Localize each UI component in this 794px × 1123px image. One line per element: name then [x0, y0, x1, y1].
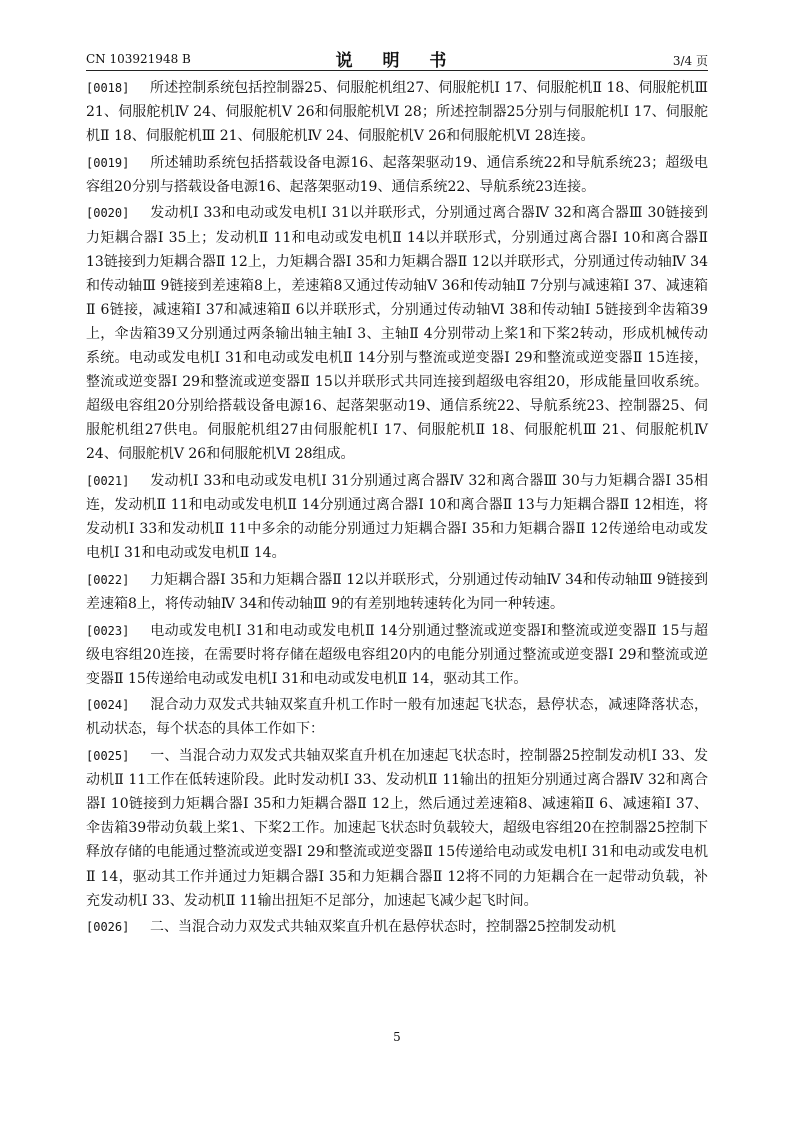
paragraph-0020: [86, 201, 708, 466]
paragraph-0019: [86, 151, 708, 199]
paragraph-0021: [86, 469, 708, 565]
paragraph-number: [0025]: [86, 749, 130, 764]
paragraph-0026: [86, 915, 708, 939]
paragraph-0023: [86, 619, 708, 691]
paragraph-0018: [86, 76, 708, 148]
paragraph-number: [0024]: [86, 698, 130, 713]
paragraph-number: [0019]: [86, 155, 130, 170]
paragraph-text: 力矩耦合器Ⅰ 35和力矩耦合器Ⅱ 12以并联形式，分别通过传动轴Ⅳ 34和传动轴Ⅲ 9链接到差速箱8上，将传动轴Ⅳ 34和传动轴Ⅲ 9的有差别地转速转化为同一种转速。: [86, 571, 708, 612]
paragraph-text: 发动机Ⅰ 33和电动或发电机Ⅰ 31分别通过离合器Ⅳ 32和离合器Ⅲ 30与力矩耦合器Ⅰ 35相连，发动机Ⅱ 11和电动或发电机Ⅱ 14分别通过离合器Ⅰ 10和离合器Ⅱ 13与力矩耦合器Ⅱ 12相连，将发动机Ⅰ 33和发动机Ⅱ 11中多余的动能分别通过力矩耦合器Ⅰ 35和力矩耦合器Ⅱ 12传递给电动或发电机Ⅰ 31和电动或发电机Ⅱ 14。: [86, 473, 708, 562]
paragraph-0025: [86, 744, 708, 913]
paragraph-text: 所述辅助系统包括搭载设备电源16、起落架驱动19、通信系统22和导航系统23；超级电容组20分别与搭载设备电源16、起落架驱动19、通信系统22、导航系统23连接。: [86, 154, 708, 195]
paragraph-text: 所述控制系统包括控制器25、伺服舵机组27、伺服舵机Ⅰ 17、伺服舵机Ⅱ 18、伺服舵机Ⅲ 21、伺服舵机Ⅳ 24、伺服舵机Ⅴ 26和伺服舵机Ⅵ 28；所述控制器25分别与伺服舵机Ⅰ 17、伺服舵机Ⅱ 18、伺服舵机Ⅲ 21、伺服舵机Ⅳ 24、伺服舵机Ⅴ 26和伺服舵机Ⅵ 28连接。: [86, 80, 708, 145]
header-rule: [86, 70, 708, 71]
paragraph-number: [0020]: [86, 206, 130, 221]
document-title: 说 明 书: [335, 51, 459, 71]
paragraph-text: 一、当混合动力双发式共轴双桨直升机在加速起飞状态时，控制器25控制发动机Ⅰ 33、发动机Ⅱ 11工作在低转速阶段。此时发动机Ⅰ 33、发动机Ⅱ 11输出的扭矩分别通过离合器Ⅳ 32和离合器Ⅰ 10链接到力矩耦合器Ⅰ 35和力矩耦合器Ⅱ 12上，然后通过差速箱8、减速箱Ⅱ 6、减速箱Ⅰ 37、伞齿箱39带动负载上桨1、下桨2工作。加速起飞状态时负载较大，超级电容组20在控制器25控制下释放存储的电能通过整流或逆变器Ⅰ 29和整流或逆变器Ⅱ 15传递给电动或发电机Ⅰ 31和电动或发电机Ⅱ 14，驱动其工作并通过力矩耦合器Ⅰ 35和力矩耦合器Ⅱ 12将不同的力矩耦合在一起带动负载，补充发动机Ⅰ 33、发动机Ⅱ 11输出扭矩不足部分，加速起飞减少起飞时间。: [86, 748, 708, 909]
paragraph-text: 发动机Ⅰ 33和电动或发电机Ⅰ 31以并联形式，分别通过离合器Ⅳ 32和离合器Ⅲ 30链接到力矩耦合器Ⅰ 35上；发动机Ⅱ 11和电动或发电机Ⅱ 14以并联形式，分别通过离合器Ⅰ 10和离合器Ⅱ 13链接到力矩耦合器Ⅱ 12上，力矩耦合器Ⅰ 35和力矩耦合器Ⅱ 12以并联形式，分别通过传动轴Ⅳ 34和传动轴Ⅲ 9链接到差速箱8上，差速箱8又通过传动轴Ⅴ 36和传动轴Ⅱ 7分别与减速箱Ⅰ 37、减速箱Ⅱ 6链接，减速箱Ⅰ 37和减速箱Ⅱ 6以并联形式，分别通过传动轴Ⅵ 38和传动轴Ⅰ 5链接到伞齿箱39上，伞齿箱39又分别通过两条输出轴主轴Ⅰ 3、主轴Ⅱ 4分别带动上桨1和下桨2转动，形成机械传动系统。电动或发电机Ⅰ 31和电动或发电机Ⅱ 14分别与整流或逆变器Ⅰ 29和整流或逆变器Ⅱ 15连接，整流或逆变器Ⅰ 29和整流或逆变器Ⅱ 15以并联形式共同连接到超级电容组20，形成能量回收系统。超级电容组20分别给搭载设备电源16、起落架驱动19、通信系统22、导航系统23、控制器25、伺服舵机组27供电。伺服舵机组27由伺服舵机Ⅰ 17、伺服舵机Ⅱ 18、伺服舵机Ⅲ 21、伺服舵机Ⅳ 24、伺服舵机Ⅴ 26和伺服舵机Ⅵ 28组成。: [86, 205, 708, 463]
paragraph-0022: [86, 568, 708, 616]
paragraph-number: [0023]: [86, 623, 130, 638]
paragraph-text: 电动或发电机Ⅰ 31和电动或发电机Ⅱ 14分别通过整流或逆变器Ⅰ和整流或逆变器Ⅱ 15与超级电容组20连接，在需要时将存储在超级电容组20内的电能分别通过整流或逆变器Ⅰ 29和整流或逆变器Ⅱ 15传递给电动或发电机Ⅰ 31和电动或发电机Ⅱ 14，驱动其工作。: [86, 622, 708, 687]
description-body: [86, 76, 708, 942]
paragraph-number: [0026]: [86, 920, 130, 935]
paragraph-text: 混合动力双发式共轴双桨直升机工作时一般有加速起飞状态，悬停状态，减速降落状态，机动状态，每个状态的具体工作如下：: [86, 697, 708, 738]
paragraph-text: 二、当混合动力双发式共轴双桨直升机在悬停状态时，控制器25控制发动机: [150, 919, 616, 936]
page-number: 5: [393, 1030, 401, 1044]
paragraph-0024: [86, 693, 708, 741]
page-header: [86, 46, 708, 70]
paragraph-number: [0021]: [86, 474, 130, 488]
page-indicator: 3/4 页: [672, 54, 708, 68]
paragraph-number: [0022]: [86, 572, 130, 587]
paragraph-number: [0018]: [86, 81, 130, 95]
patent-number: CN 103921948 B: [86, 52, 191, 66]
